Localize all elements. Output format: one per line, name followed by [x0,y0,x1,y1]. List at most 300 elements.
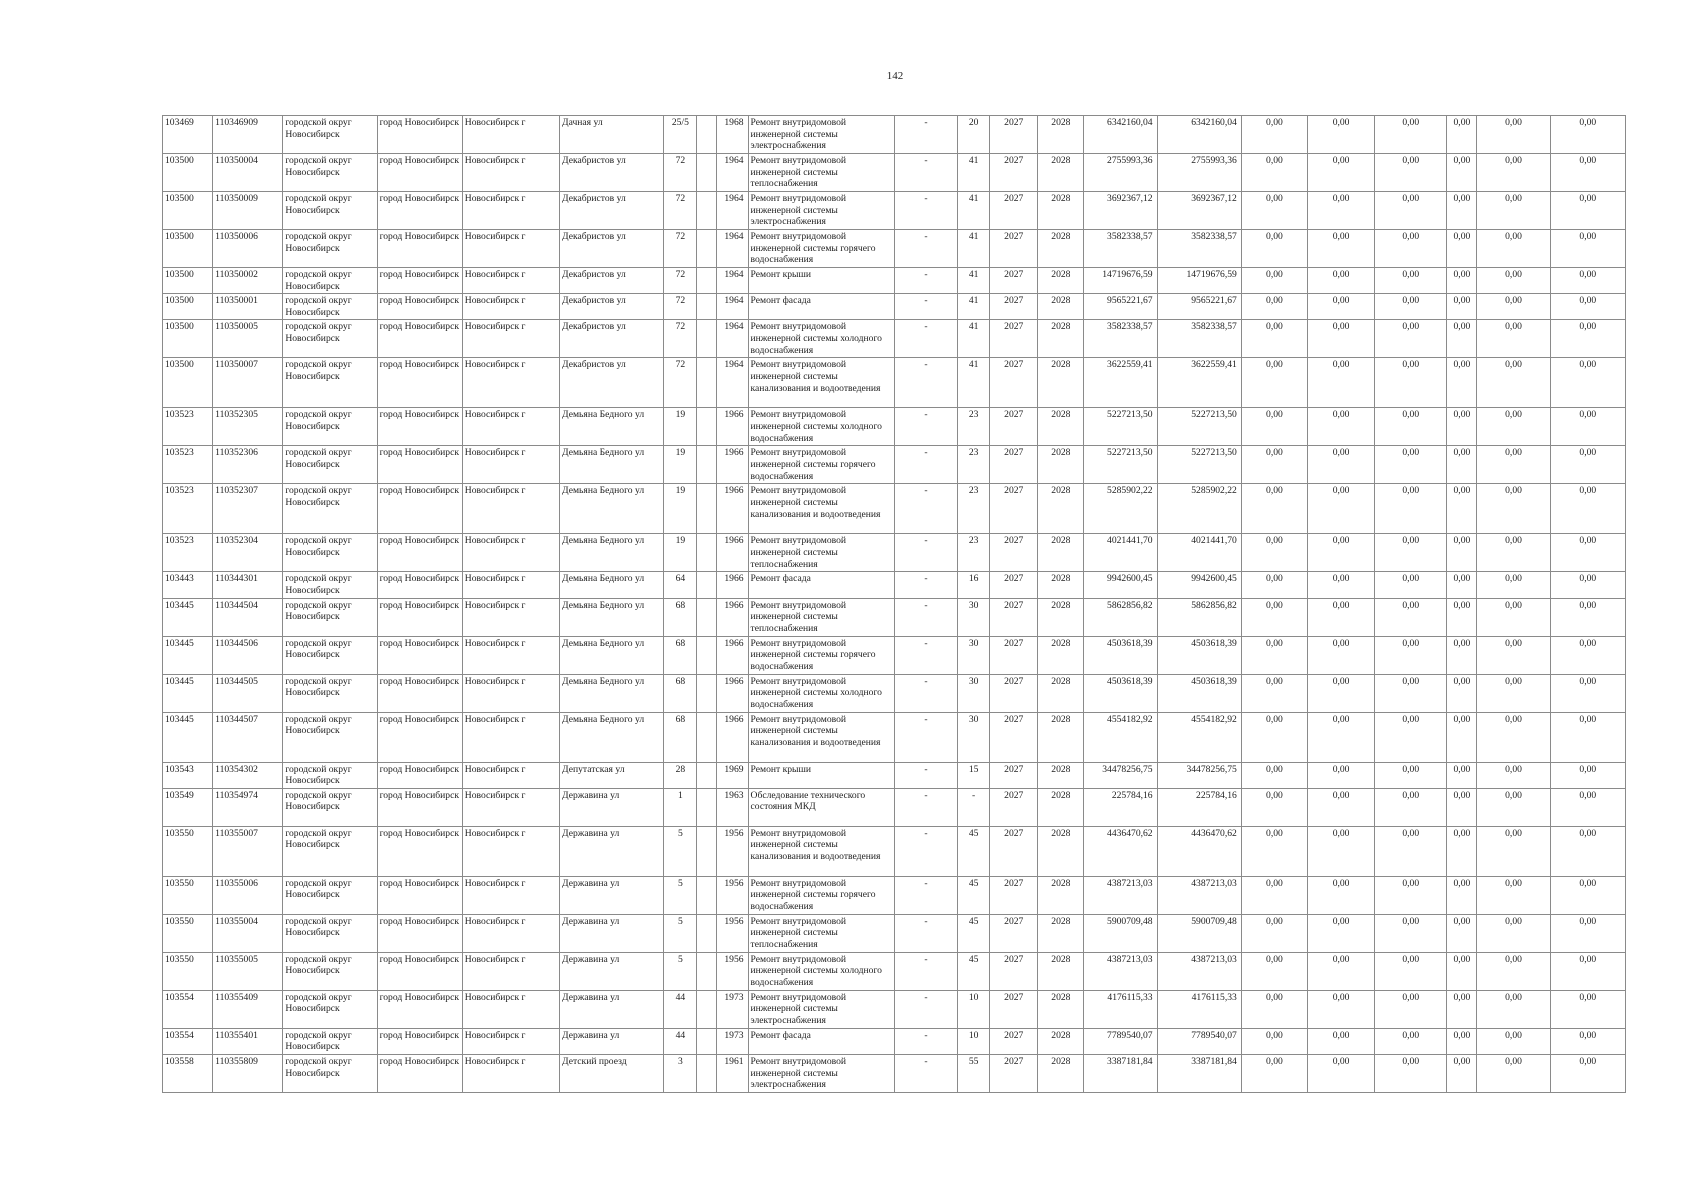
amount-3: 0,00 [1375,990,1447,1028]
amount-5: 0,00 [1477,1054,1550,1092]
year-end: 2028 [1038,408,1084,446]
cost-total: 4387213,03 [1084,876,1157,914]
district: городской округ Новосибирск [283,320,377,358]
cost-fund: 4387213,03 [1157,876,1241,914]
amount-6: 0,00 [1550,636,1625,674]
amount-4: 0,00 [1447,116,1477,154]
object-code: 110355005 [213,952,283,990]
row-id: 103469 [163,116,213,154]
district: городской округ Новосибирск [283,788,377,826]
build-year: 1966 [717,674,748,712]
build-year: 1966 [717,636,748,674]
dash-cell: - [894,952,957,990]
page-number: 142 [886,70,904,82]
cost-total: 14719676,59 [1084,268,1157,294]
build-year: 1966 [717,484,748,534]
year-end: 2028 [1038,990,1084,1028]
amount-5: 0,00 [1477,762,1550,788]
amount-3: 0,00 [1375,1054,1447,1092]
count-cell: 10 [958,990,990,1028]
blank-cell [697,952,717,990]
table-row [163,294,1626,320]
year-start: 2027 [990,712,1038,762]
dash-cell: - [894,484,957,534]
cost-total: 4176115,33 [1084,990,1157,1028]
amount-4: 0,00 [1447,294,1477,320]
object-code: 110346909 [213,116,283,154]
work-type: Ремонт крыши [748,762,894,788]
blank-cell [697,712,717,762]
house-number: 72 [664,268,697,294]
amount-2: 0,00 [1308,636,1375,674]
locality: город Новосибирск [377,990,462,1028]
locality: город Новосибирск [377,762,462,788]
count-cell: 15 [958,762,990,788]
district: городской округ Новосибирск [283,408,377,446]
amount-2: 0,00 [1308,1028,1375,1054]
blank-cell [697,408,717,446]
year-end: 2028 [1038,876,1084,914]
house-number: 72 [664,294,697,320]
amount-1: 0,00 [1241,952,1307,990]
work-type: Ремонт внутридомовой инженерной системы теплоснабжения [748,534,894,572]
amount-1: 0,00 [1241,712,1307,762]
locality: город Новосибирск [377,116,462,154]
amount-6: 0,00 [1550,230,1625,268]
work-type: Ремонт внутридомовой инженерной системы электроснабжения [748,990,894,1028]
house-number: 72 [664,192,697,230]
amount-4: 0,00 [1447,192,1477,230]
dash-cell: - [894,1028,957,1054]
count-cell: 45 [958,952,990,990]
cost-fund: 4176115,33 [1157,990,1241,1028]
amount-3: 0,00 [1375,268,1447,294]
count-cell: 30 [958,636,990,674]
table-row [163,952,1626,990]
year-end: 2028 [1038,712,1084,762]
amount-5: 0,00 [1477,1028,1550,1054]
blank-cell [697,1054,717,1092]
year-start: 2027 [990,446,1038,484]
blank-cell [697,192,717,230]
city: Новосибирск г [462,192,559,230]
dash-cell: - [894,116,957,154]
cost-total: 4387213,03 [1084,952,1157,990]
year-end: 2028 [1038,484,1084,534]
object-code: 110350005 [213,320,283,358]
city: Новосибирск г [462,154,559,192]
work-type: Ремонт внутридомовой инженерной системы горячего водоснабжения [748,636,894,674]
build-year: 1956 [717,914,748,952]
year-end: 2028 [1038,788,1084,826]
row-id: 103445 [163,712,213,762]
locality: город Новосибирск [377,358,462,408]
locality: город Новосибирск [377,572,462,598]
year-start: 2027 [990,990,1038,1028]
amount-1: 0,00 [1241,320,1307,358]
count-cell: 16 [958,572,990,598]
cost-fund: 5227213,50 [1157,446,1241,484]
amount-5: 0,00 [1477,952,1550,990]
year-start: 2027 [990,294,1038,320]
amount-1: 0,00 [1241,572,1307,598]
table-row [163,230,1626,268]
table-body [163,116,1626,1093]
work-type: Ремонт внутридомовой инженерной системы канализования и водоотведения [748,712,894,762]
year-end: 2028 [1038,230,1084,268]
city: Новосибирск г [462,762,559,788]
cost-fund: 3582338,57 [1157,320,1241,358]
object-code: 110350004 [213,154,283,192]
amount-3: 0,00 [1375,712,1447,762]
district: городской округ Новосибирск [283,952,377,990]
locality: город Новосибирск [377,230,462,268]
build-year: 1964 [717,320,748,358]
amount-2: 0,00 [1308,358,1375,408]
work-type: Ремонт внутридомовой инженерной системы канализования и водоотведения [748,358,894,408]
amount-2: 0,00 [1308,484,1375,534]
blank-cell [697,446,717,484]
dash-cell: - [894,598,957,636]
amount-4: 0,00 [1447,154,1477,192]
object-code: 110355006 [213,876,283,914]
amount-4: 0,00 [1447,762,1477,788]
amount-1: 0,00 [1241,636,1307,674]
locality: город Новосибирск [377,1028,462,1054]
amount-1: 0,00 [1241,484,1307,534]
street: Демьяна Бедного ул [560,674,664,712]
amount-4: 0,00 [1447,534,1477,572]
amount-2: 0,00 [1308,712,1375,762]
year-end: 2028 [1038,572,1084,598]
year-end: 2028 [1038,1028,1084,1054]
amount-3: 0,00 [1375,598,1447,636]
street: Демьяна Бедного ул [560,636,664,674]
blank-cell [697,294,717,320]
build-year: 1956 [717,826,748,876]
amount-6: 0,00 [1550,320,1625,358]
cost-total: 3387181,84 [1084,1054,1157,1092]
build-year: 1966 [717,408,748,446]
street: Державина ул [560,1028,664,1054]
amount-5: 0,00 [1477,484,1550,534]
amount-5: 0,00 [1477,358,1550,408]
dash-cell: - [894,408,957,446]
count-cell: 30 [958,598,990,636]
locality: город Новосибирск [377,320,462,358]
dash-cell: - [894,268,957,294]
blank-cell [697,674,717,712]
dash-cell: - [894,154,957,192]
object-code: 110352307 [213,484,283,534]
amount-6: 0,00 [1550,484,1625,534]
amount-2: 0,00 [1308,826,1375,876]
blank-cell [697,358,717,408]
work-type: Ремонт фасада [748,572,894,598]
amount-5: 0,00 [1477,712,1550,762]
cost-fund: 3387181,84 [1157,1054,1241,1092]
count-cell: 30 [958,712,990,762]
amount-5: 0,00 [1477,534,1550,572]
object-code: 110352305 [213,408,283,446]
locality: город Новосибирск [377,154,462,192]
dash-cell: - [894,914,957,952]
cost-fund: 7789540,07 [1157,1028,1241,1054]
street: Демьяна Бедного ул [560,408,664,446]
cost-fund: 5285902,22 [1157,484,1241,534]
table-row [163,1028,1626,1054]
count-cell: 10 [958,1028,990,1054]
amount-5: 0,00 [1477,230,1550,268]
district: городской округ Новосибирск [283,712,377,762]
amount-2: 0,00 [1308,674,1375,712]
locality: город Новосибирск [377,598,462,636]
work-type: Ремонт внутридомовой инженерной системы электроснабжения [748,192,894,230]
object-code: 110350002 [213,268,283,294]
amount-3: 0,00 [1375,154,1447,192]
cost-total: 3622559,41 [1084,358,1157,408]
cost-total: 5227213,50 [1084,446,1157,484]
year-start: 2027 [990,598,1038,636]
year-end: 2028 [1038,636,1084,674]
city: Новосибирск г [462,788,559,826]
table-row [163,762,1626,788]
street: Декабристов ул [560,230,664,268]
count-cell: 30 [958,674,990,712]
amount-6: 0,00 [1550,192,1625,230]
cost-fund: 3622559,41 [1157,358,1241,408]
work-type: Ремонт крыши [748,268,894,294]
city: Новосибирск г [462,116,559,154]
street: Державина ул [560,952,664,990]
year-end: 2028 [1038,446,1084,484]
dash-cell: - [894,230,957,268]
amount-1: 0,00 [1241,1028,1307,1054]
build-year: 1966 [717,446,748,484]
house-number: 5 [664,826,697,876]
amount-6: 0,00 [1550,154,1625,192]
cost-fund: 5862856,82 [1157,598,1241,636]
amount-5: 0,00 [1477,294,1550,320]
table-row [163,484,1626,534]
amount-2: 0,00 [1308,876,1375,914]
work-type: Ремонт фасада [748,294,894,320]
count-cell: 41 [958,268,990,294]
count-cell: - [958,788,990,826]
cost-total: 34478256,75 [1084,762,1157,788]
district: городской округ Новосибирск [283,116,377,154]
year-start: 2027 [990,154,1038,192]
street: Демьяна Бедного ул [560,534,664,572]
amount-1: 0,00 [1241,446,1307,484]
work-type: Ремонт внутридомовой инженерной системы холодного водоснабжения [748,952,894,990]
amount-4: 0,00 [1447,990,1477,1028]
row-id: 103550 [163,876,213,914]
work-type: Ремонт внутридомовой инженерной системы горячего водоснабжения [748,876,894,914]
locality: город Новосибирск [377,294,462,320]
work-type: Ремонт внутридомовой инженерной системы электроснабжения [748,116,894,154]
locality: город Новосибирск [377,1054,462,1092]
table-row [163,446,1626,484]
row-id: 103549 [163,788,213,826]
district: городской округ Новосибирск [283,826,377,876]
house-number: 19 [664,484,697,534]
amount-4: 0,00 [1447,712,1477,762]
table-row [163,268,1626,294]
amount-4: 0,00 [1447,230,1477,268]
dash-cell: - [894,358,957,408]
year-end: 2028 [1038,1054,1084,1092]
dash-cell: - [894,320,957,358]
locality: город Новосибирск [377,788,462,826]
city: Новосибирск г [462,294,559,320]
amount-2: 0,00 [1308,154,1375,192]
street: Демьяна Бедного ул [560,572,664,598]
year-start: 2027 [990,826,1038,876]
amount-3: 0,00 [1375,358,1447,408]
cost-total: 4554182,92 [1084,712,1157,762]
amount-5: 0,00 [1477,914,1550,952]
year-start: 2027 [990,1028,1038,1054]
year-end: 2028 [1038,268,1084,294]
house-number: 5 [664,876,697,914]
amount-3: 0,00 [1375,446,1447,484]
blank-cell [697,1028,717,1054]
street: Декабристов ул [560,268,664,294]
amount-6: 0,00 [1550,876,1625,914]
blank-cell [697,484,717,534]
amount-1: 0,00 [1241,230,1307,268]
amount-4: 0,00 [1447,1028,1477,1054]
blank-cell [697,914,717,952]
blank-cell [697,762,717,788]
amount-2: 0,00 [1308,762,1375,788]
count-cell: 20 [958,116,990,154]
cost-fund: 3692367,12 [1157,192,1241,230]
amount-3: 0,00 [1375,294,1447,320]
cost-total: 4021441,70 [1084,534,1157,572]
work-type: Ремонт внутридомовой инженерной системы горячего водоснабжения [748,230,894,268]
row-id: 103500 [163,268,213,294]
year-start: 2027 [990,636,1038,674]
locality: город Новосибирск [377,826,462,876]
year-end: 2028 [1038,116,1084,154]
amount-4: 0,00 [1447,826,1477,876]
cost-fund: 4503618,39 [1157,636,1241,674]
city: Новосибирск г [462,484,559,534]
district: городской округ Новосибирск [283,484,377,534]
year-end: 2028 [1038,154,1084,192]
cost-total: 5862856,82 [1084,598,1157,636]
house-number: 19 [664,408,697,446]
cost-total: 3582338,57 [1084,230,1157,268]
blank-cell [697,116,717,154]
count-cell: 41 [958,358,990,408]
cost-fund: 6342160,04 [1157,116,1241,154]
amount-6: 0,00 [1550,712,1625,762]
street: Декабристов ул [560,154,664,192]
amount-3: 0,00 [1375,876,1447,914]
amount-4: 0,00 [1447,1054,1477,1092]
amount-1: 0,00 [1241,534,1307,572]
amount-3: 0,00 [1375,788,1447,826]
cost-total: 3692367,12 [1084,192,1157,230]
build-year: 1964 [717,192,748,230]
locality: город Новосибирск [377,534,462,572]
amount-3: 0,00 [1375,230,1447,268]
row-id: 103500 [163,320,213,358]
locality: город Новосибирск [377,914,462,952]
amount-1: 0,00 [1241,914,1307,952]
street: Державина ул [560,826,664,876]
amount-6: 0,00 [1550,268,1625,294]
row-id: 103500 [163,294,213,320]
cost-total: 2755993,36 [1084,154,1157,192]
row-id: 103550 [163,952,213,990]
street: Державина ул [560,914,664,952]
blank-cell [697,826,717,876]
city: Новосибирск г [462,636,559,674]
build-year: 1966 [717,712,748,762]
house-number: 68 [664,636,697,674]
dash-cell: - [894,192,957,230]
amount-1: 0,00 [1241,762,1307,788]
amount-6: 0,00 [1550,1028,1625,1054]
district: городской округ Новосибирск [283,636,377,674]
table-row [163,712,1626,762]
district: городской округ Новосибирск [283,294,377,320]
amount-5: 0,00 [1477,990,1550,1028]
blank-cell [697,154,717,192]
district: городской округ Новосибирск [283,762,377,788]
street: Демьяна Бедного ул [560,598,664,636]
district: городской округ Новосибирск [283,446,377,484]
amount-6: 0,00 [1550,446,1625,484]
amount-6: 0,00 [1550,294,1625,320]
cost-fund: 5900709,48 [1157,914,1241,952]
amount-6: 0,00 [1550,358,1625,408]
year-start: 2027 [990,484,1038,534]
cost-fund: 9565221,67 [1157,294,1241,320]
work-type: Ремонт фасада [748,1028,894,1054]
city: Новосибирск г [462,1028,559,1054]
street: Демьяна Бедного ул [560,446,664,484]
amount-2: 0,00 [1308,788,1375,826]
object-code: 110344301 [213,572,283,598]
build-year: 1956 [717,952,748,990]
build-year: 1963 [717,788,748,826]
amount-5: 0,00 [1477,826,1550,876]
year-start: 2027 [990,320,1038,358]
amount-3: 0,00 [1375,484,1447,534]
street: Державина ул [560,788,664,826]
count-cell: 41 [958,154,990,192]
cost-fund: 2755993,36 [1157,154,1241,192]
row-id: 103554 [163,990,213,1028]
house-number: 72 [664,358,697,408]
object-code: 110344504 [213,598,283,636]
row-id: 103523 [163,484,213,534]
amount-4: 0,00 [1447,446,1477,484]
cost-total: 4436470,62 [1084,826,1157,876]
city: Новосибирск г [462,534,559,572]
amount-3: 0,00 [1375,762,1447,788]
street: Дачная ул [560,116,664,154]
dash-cell: - [894,762,957,788]
row-id: 103445 [163,674,213,712]
work-type: Ремонт внутридомовой инженерной системы канализования и водоотведения [748,826,894,876]
locality: город Новосибирск [377,712,462,762]
